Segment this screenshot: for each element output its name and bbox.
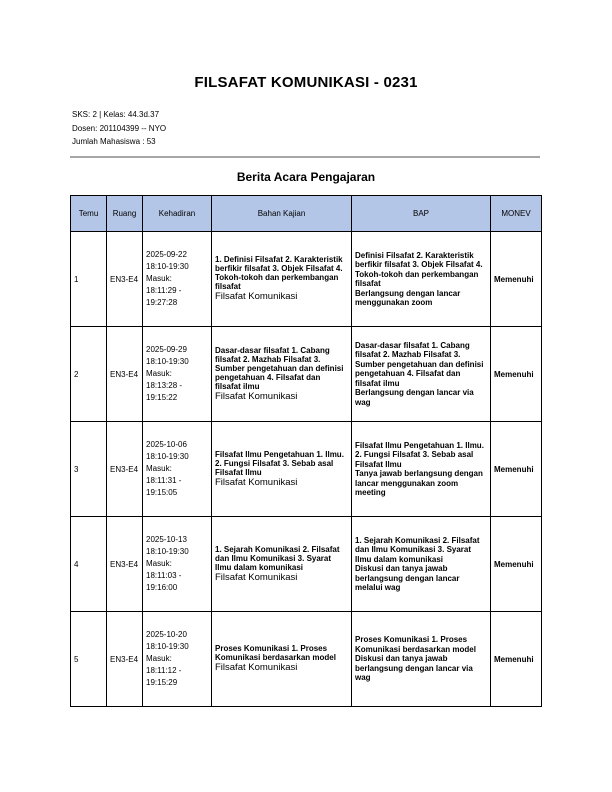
table-row xyxy=(71,517,542,612)
cell-monev: Memenuhi xyxy=(491,327,542,422)
kehadiran-masuk-end: 19:27:28 xyxy=(146,298,178,307)
cell-bap xyxy=(352,612,491,707)
kehadiran-masuk-time: 18:11:03 - xyxy=(146,571,182,580)
bap-note: Berlangsung dengan lancar menggunakan zoom xyxy=(355,288,461,307)
cell-kehadiran xyxy=(143,422,212,517)
kajian-course: Filsafat Komunikasi xyxy=(215,571,298,583)
cell-ruang: EN3-E4 xyxy=(107,517,143,612)
kajian-text: 1. Definisi Filsafat 2. Karakteristik berfikir filsafat 3. Objek Filsafat 4. Tokoh-tokoh dan perkembangan filsafat xyxy=(215,255,343,291)
header-ruang: Ruang xyxy=(107,196,143,232)
cell-bap xyxy=(352,327,491,422)
kehadiran-masuk-label: Masuk: xyxy=(146,274,172,283)
cell-ruang: EN3-E4 xyxy=(107,422,143,517)
cell-temu: 4 xyxy=(71,517,107,612)
divider xyxy=(70,156,540,158)
bap-note: Diskusi dan tanya jawab berlangsung dengan lancar melalui wag xyxy=(355,564,460,592)
bap-note: Tanya jawab berlangsung dengan lancar menggunakan zoom meeting xyxy=(355,469,483,497)
cell-kehadiran xyxy=(143,517,212,612)
kehadiran-masuk-time: 18:11:29 - xyxy=(146,286,182,295)
table-row xyxy=(71,232,542,327)
cell-bap xyxy=(352,232,491,327)
cell-bahan-kajian xyxy=(212,517,352,612)
meta-jumlah-mahasiswa: Jumlah Mahasiswa : 53 xyxy=(72,137,156,146)
kehadiran-masuk-end: 19:15:05 xyxy=(146,488,178,497)
cell-kehadiran xyxy=(143,612,212,707)
kajian-text: 1. Sejarah Komunikasi 2. Filsafat dan Ilmu Komunikasi 3. Syarat Ilmu dalam komunikasi xyxy=(215,544,340,572)
cell-bap xyxy=(352,422,491,517)
cell-monev: Memenuhi xyxy=(491,612,542,707)
bap-text: Dasar-dasar filsafat 1. Cabang filsafat 2. Mazhab Filsafat 3. Sumber pengetahuan dan definisi pengetahuan 4. Filsafat dan filsafat ilmu xyxy=(355,340,484,388)
kajian-text: Filsafat Ilmu Pengetahuan 1. Ilmu. 2. Fungsi Filsafat 3. Sebab asal Filsafat Ilmu xyxy=(215,449,344,477)
kehadiran-masuk-label: Masuk: xyxy=(146,654,172,663)
kajian-course: Filsafat Komunikasi xyxy=(215,476,298,488)
document-title: FILSAFAT KOMUNIKASI - 0231 xyxy=(194,74,418,91)
kehadiran-masuk-time: 18:11:12 - xyxy=(146,666,182,675)
cell-monev: Memenuhi xyxy=(491,232,542,327)
bap-table xyxy=(70,195,542,707)
kajian-text: Proses Komunikasi 1. Proses Komunikasi berdasarkan model xyxy=(215,644,336,662)
kehadiran-masuk-end: 19:15:22 xyxy=(146,393,178,402)
meta-dosen: Dosen: 201104399 -- NYO xyxy=(72,123,167,133)
header-kehadiran: Kehadiran xyxy=(143,196,212,232)
kajian-text: Dasar-dasar filsafat 1. Cabang filsafat 2. Mazhab Filsafat 3. Sumber pengetahuan dan definisi pengetahuan 4. Filsafat dan filsafat ilmu xyxy=(215,345,344,391)
cell-ruang: EN3-E4 xyxy=(107,612,143,707)
cell-bahan-kajian xyxy=(212,422,352,517)
cell-temu: 2 xyxy=(71,327,107,422)
bap-note: Berlangsung dengan lancar via wag xyxy=(355,388,474,407)
cell-bahan-kajian xyxy=(212,612,352,707)
table-row xyxy=(71,422,542,517)
cell-bahan-kajian xyxy=(212,327,352,422)
cell-kehadiran xyxy=(143,327,212,422)
kehadiran-date: 2025-09-22 xyxy=(146,250,187,259)
header-bahan-kajian: Bahan Kajian xyxy=(212,196,352,232)
course-meta xyxy=(72,108,166,149)
kehadiran-masuk-label: Masuk: xyxy=(146,464,172,473)
kehadiran-time: 18:10-19:30 xyxy=(146,547,189,556)
bap-note: Diskusi dan tanya jawab berlangsung dengan lancar via wag xyxy=(355,654,473,683)
kehadiran-time: 18:10-19:30 xyxy=(146,642,189,651)
kehadiran-masuk-end: 19:15:29 xyxy=(146,678,178,687)
kehadiran-masuk-time: 18:13:28 - xyxy=(146,381,183,390)
kajian-course: Filsafat Komunikasi xyxy=(215,291,298,302)
cell-temu: 3 xyxy=(71,422,107,517)
bap-text: Definisi Filsafat 2. Karakteristik berfikir filsafat 3. Objek Filsafat 4. Tokoh-tokoh dan perkembangan filsafat xyxy=(355,250,483,288)
cell-monev: Memenuhi xyxy=(491,517,542,612)
meta-sks-kelas: SKS: 2 | Kelas: 44.3d.37 xyxy=(72,110,160,119)
kajian-course: Filsafat Komunikasi xyxy=(215,662,298,673)
bap-text: Proses Komunikasi 1. Proses Komunikasi berdasarkan model xyxy=(355,635,476,654)
header-monev: MONEV xyxy=(491,196,542,232)
kehadiran-date: 2025-10-20 xyxy=(146,630,187,639)
kehadiran-time: 18:10-19:30 xyxy=(146,262,189,271)
cell-ruang: EN3-E4 xyxy=(107,327,143,422)
cell-temu: 1 xyxy=(71,232,107,327)
cell-bahan-kajian xyxy=(212,232,352,327)
bap-text: Filsafat Ilmu Pengetahuan 1. Ilmu. 2. Fungsi Filsafat 3. Sebab asal Filsafat Ilmu xyxy=(355,440,484,469)
header-bap: BAP xyxy=(352,196,491,232)
kehadiran-masuk-label: Masuk: xyxy=(146,559,172,568)
table-row xyxy=(71,327,542,422)
kehadiran-masuk-label: Masuk: xyxy=(146,369,172,378)
section-title: Berita Acara Pengajaran xyxy=(236,170,376,184)
cell-monev: Memenuhi xyxy=(491,422,542,517)
cell-kehadiran xyxy=(143,232,212,327)
kehadiran-masuk-end: 19:16:00 xyxy=(146,583,178,592)
cell-ruang: EN3-E4 xyxy=(107,232,143,327)
cell-bap xyxy=(352,517,491,612)
kehadiran-time: 18:10-19:30 xyxy=(146,357,189,366)
kehadiran-date: 2025-10-06 xyxy=(146,440,187,449)
kajian-course: Filsafat Komunikasi xyxy=(215,390,298,402)
header-temu: Temu xyxy=(71,196,107,232)
kehadiran-date: 2025-10-13 xyxy=(146,535,187,544)
kehadiran-masuk-time: 18:11:31 - xyxy=(146,476,182,485)
table-row xyxy=(71,612,542,707)
cell-temu: 5 xyxy=(71,612,107,707)
kehadiran-time: 18:10-19:30 xyxy=(146,452,189,461)
kehadiran-date: 2025-09-29 xyxy=(146,345,187,354)
bap-text: 1. Sejarah Komunikasi 2. Filsafat dan Ilmu Komunikasi 3. Syarat Ilmu dalam komunikasi xyxy=(355,535,480,564)
table-header-row xyxy=(71,196,542,232)
